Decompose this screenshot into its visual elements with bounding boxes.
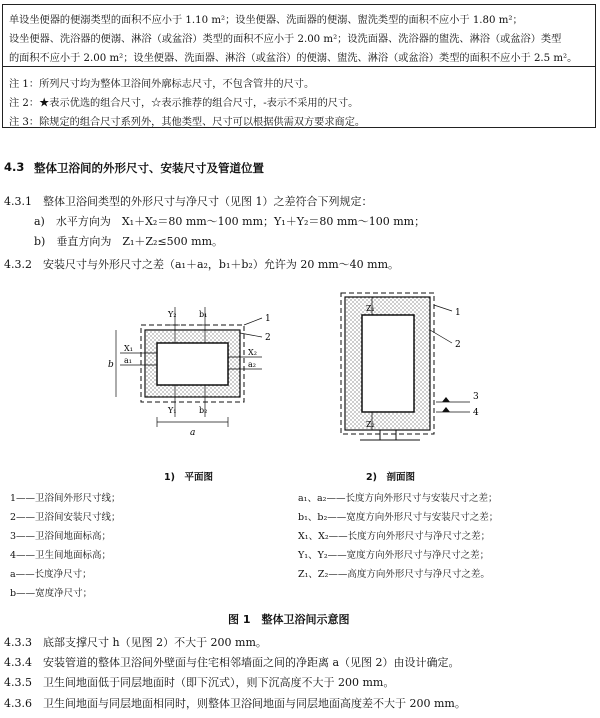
plan-label-a: a — [190, 428, 196, 438]
plan-callout-2: 2 — [265, 333, 271, 343]
legend-left-5: a——长度净尺寸； — [10, 569, 92, 580]
clause-4-3-5: 4.3.5 卫生间地面低于同层地面时（即下沉式），则下沉高度不大于 200 mm。 — [4, 676, 395, 689]
section-net-size-line — [362, 315, 414, 412]
plan-label-a1: a₁ — [124, 356, 132, 365]
legend-left-4: 4——卫生间地面标高； — [10, 550, 112, 561]
area-requirement-line-1: 单设坐便器的便溺类型的面积不应小于 1.10 m²；设坐便器、洗面器的便溺、盥洗类型的面积不应小于 1.80 m²； — [9, 15, 523, 26]
clause-4-3-2: 4.3.2 安装尺寸与外形尺寸之差（a₁＋a₂，b₁＋b₂）允许为 20 mm～40 mm。 — [4, 258, 400, 271]
box-divider — [3, 66, 595, 67]
figure-caption: 图 1 整体卫浴间示意图 — [228, 613, 350, 626]
plan-label-b2: b₂ — [199, 406, 208, 415]
note-3: 注 3：除规定的组合尺寸系列外，其他类型、尺寸可以根据供需双方要求商定。 — [9, 117, 366, 128]
clause-4-3-1: 4.3.1 整体卫浴间类型的外形尺寸与净尺寸（见图 1）之差符合下列规定： — [4, 195, 373, 208]
section-label-z1: Z₁ — [366, 304, 375, 313]
legend-left-6: b——宽度净尺寸； — [10, 588, 93, 599]
legend-left-3: 3——卫浴间地面标高； — [10, 531, 112, 542]
notes-table-box — [2, 4, 596, 128]
clause-4-3-6: 4.3.6 卫生间地面与同层地面相同时，则整体卫浴间地面与同层地面高度差不大于 200 mm。 — [4, 697, 466, 710]
section-view-drawing — [341, 293, 479, 440]
section-number: 4.3 — [4, 160, 25, 174]
legend-right-1: a₁、a₂——长度方向外形尺寸与安装尺寸之差； — [298, 493, 498, 504]
clause-4-3-3: 4.3.3 底部支撑尺寸 h（见图 2）不大于 200 mm。 — [4, 636, 267, 649]
note-2: 注 2：★表示优选的组合尺寸，☆表示推荐的组合尺寸，-表示不采用的尺寸。 — [9, 98, 359, 109]
clause-4-3-1-b: b) 垂直方向为 Z₁＋Z₂≤500 mm。 — [34, 235, 224, 248]
clause-4-3-1-a: a) 水平方向为 X₁＋X₂＝80 mm～100 mm；Y₁＋Y₂＝80 mm～100 mm； — [34, 215, 426, 228]
section-label-z2: Z₂ — [366, 420, 375, 429]
legend-left-1: 1——卫浴间外形尺寸线； — [10, 493, 121, 504]
plan-label-y1: Y₁ — [168, 406, 177, 415]
area-requirement-line-3: 的面积不应小于 2.00 m²；设坐便器、洗面器、淋浴（或盆浴）的便溺、盥洗、淋浴（或盆浴）类型的面积不应小于 2.5 m²。 — [9, 53, 578, 64]
plan-label-b1: b₁ — [199, 310, 208, 319]
subfigure-label-plan: 1) 平面图 — [164, 472, 213, 483]
subfigure-label-section: 2) 剖面图 — [366, 472, 415, 483]
plan-label-x1: X₁ — [124, 344, 133, 353]
legend-right-4: Y₁、Y₂——宽度方向外形尺寸与净尺寸之差； — [298, 550, 490, 561]
section-callout-4: 4 — [473, 408, 479, 418]
section-title: 整体卫浴间的外形尺寸、安装尺寸及管道位置 — [34, 161, 264, 175]
plan-label-y2: Y₂ — [168, 310, 177, 319]
plan-view-drawing — [108, 307, 271, 438]
area-requirement-line-2: 设坐便器、洗浴器的便溺、淋浴（或盆浴）类型的面积不应小于 2.00 m²；设洗面器、洗浴器的盥洗、淋浴（或盆浴）类型 — [9, 34, 562, 45]
note-1: 注 1：所列尺寸均为整体卫浴间外廓标志尺寸，不包含管井的尺寸。 — [9, 79, 315, 90]
plan-label-a2: a₂ — [248, 360, 256, 369]
legend-right-2: b₁、b₂——宽度方向外形尺寸与安装尺寸之差； — [298, 512, 499, 523]
legend-right-5: Z₁、Z₂——高度方向外形尺寸与净尺寸之差。 — [298, 569, 490, 580]
section-callout-2: 2 — [455, 340, 461, 350]
section-callout-1: 1 — [455, 308, 461, 318]
plan-label-x2: X₂ — [248, 348, 257, 357]
plan-net-size-line — [157, 343, 228, 385]
plan-label-b: b — [108, 360, 114, 370]
section-callout-3: 3 — [473, 392, 479, 402]
legend-left-2: 2——卫浴间安装尺寸线； — [10, 512, 121, 523]
plan-callout-1: 1 — [265, 314, 271, 324]
bathroom-figure-drawings — [0, 285, 600, 460]
legend-right-3: X₁、X₂——长度方向外形尺寸与净尺寸之差； — [298, 531, 491, 542]
clause-4-3-4: 4.3.4 安装管道的整体卫浴间外壁面与住宅相邻墙面之间的净距离 a（见图 2）由设计确定。 — [4, 656, 460, 669]
